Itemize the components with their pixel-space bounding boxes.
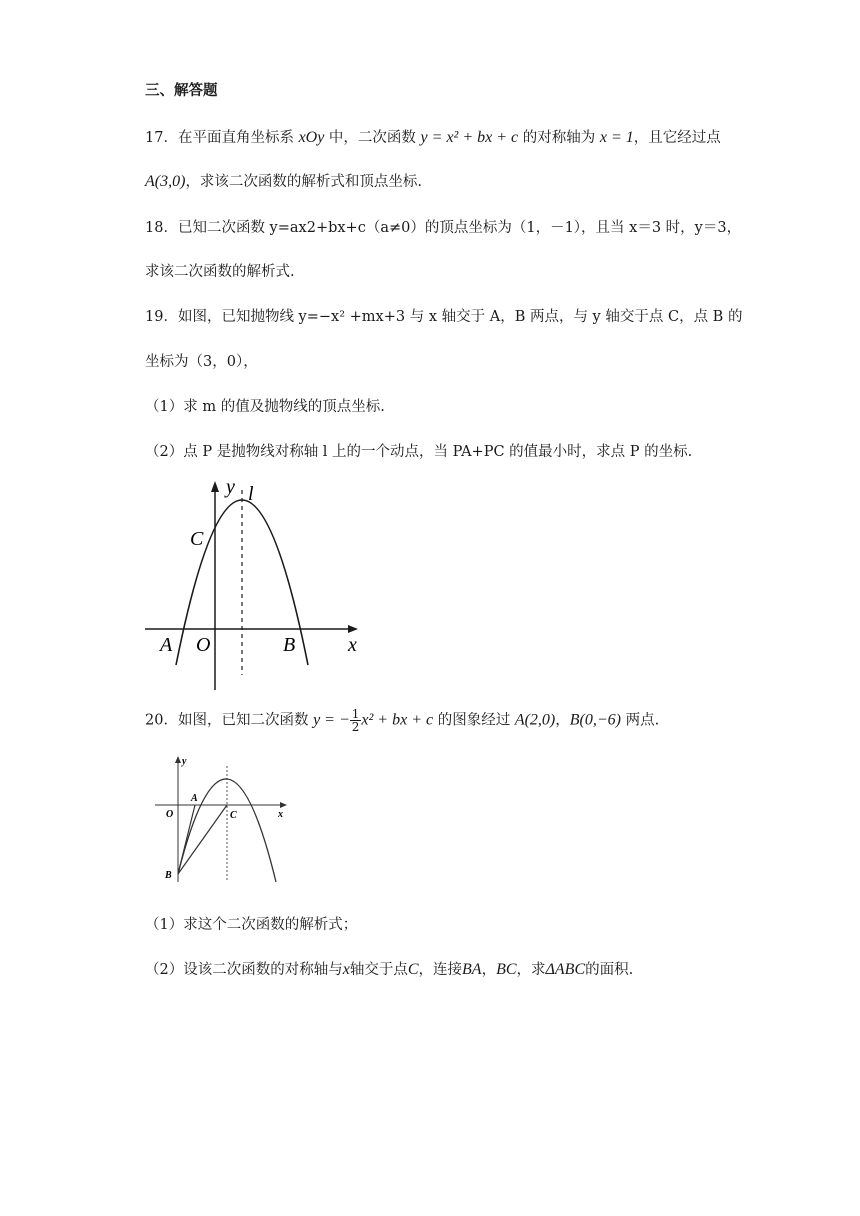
q20-number: 20．: [145, 712, 178, 729]
q20-part1: （1）求这个二次函数的解析式；: [145, 917, 358, 933]
q20-part2-b: 轴交于点: [349, 962, 408, 978]
q20-part2-triangle: ΔABC: [545, 961, 586, 978]
label-o: O: [166, 809, 174, 820]
q20-text-a: 如图，已知二次函数: [177, 712, 314, 729]
label-a: A: [160, 634, 173, 656]
q17-point-a: A(3,0): [145, 173, 186, 190]
q20-part2-c: C: [407, 961, 419, 978]
label-o: O: [196, 634, 211, 656]
q20-point-a: A(2,0): [514, 711, 556, 729]
q17-text-a: 在平面直角坐标系: [177, 130, 299, 146]
q19-part1: （1）求 m 的值及抛物线的顶点坐标.: [145, 399, 385, 415]
q17-function: y = x² + bx + c: [420, 129, 519, 146]
q20-part2-f: 的面积.: [585, 962, 634, 978]
q20-part2-ba: BA: [462, 961, 482, 978]
q19-line2: 坐标为（3，0），: [145, 354, 258, 370]
q17-line1: [145, 126, 721, 147]
q20-part2-x: x: [342, 961, 350, 978]
q17-text-line2: ，求该二次函数的解析式和顶点坐标.: [185, 174, 423, 190]
q20-part2-e: ，求: [516, 962, 546, 978]
label-y: y: [182, 756, 187, 767]
q20-parabola-figure: [155, 752, 295, 887]
q19-text-line1: 如图，已知抛物线 y=−x² +mx+3 与 x 轴交于 A，B 两点，与 y 轴交于点 C，点 B 的: [177, 309, 743, 325]
q17-text-c: 的对称轴为: [518, 130, 600, 146]
y-axis-arrow: [175, 756, 181, 763]
q20-func-post: x² + bx + c: [361, 711, 434, 729]
q18-line1: [145, 216, 741, 237]
label-c: C: [190, 528, 204, 550]
q20-text-b: 的图象经过: [433, 712, 515, 729]
segment-bc: [178, 805, 227, 874]
label-x: x: [348, 634, 357, 656]
q19-number: 19．: [145, 309, 178, 325]
q17-number: 17．: [145, 130, 178, 146]
q17-line2: [145, 170, 422, 191]
label-x: x: [278, 809, 283, 820]
fraction-denominator: 2: [351, 720, 360, 734]
label-l: l: [248, 483, 254, 505]
q20-line1: [145, 708, 659, 733]
q20-part2: [145, 958, 633, 979]
q20-part2-d: ，: [481, 962, 497, 978]
x-axis-arrow: [280, 802, 287, 808]
q20-part2-a: （2）设该二次函数的对称轴与: [145, 962, 343, 978]
q18-number: 18．: [145, 220, 178, 236]
q18-text-line1: 已知二次函数 y=ax2+bx+c（a≠0）的顶点坐标为（1，－1），且当 x＝3 时，y＝3，: [177, 220, 742, 236]
label-b: B: [283, 634, 296, 656]
q17-xoy: xOy: [298, 129, 325, 146]
q20-part2-c-text: ，连接: [418, 962, 463, 978]
q17-text-d: ，且它经过点: [633, 130, 721, 146]
q20-fraction: [350, 708, 362, 733]
label-c: C: [230, 810, 237, 821]
x-axis-arrow: [348, 625, 358, 633]
label-b: B: [165, 870, 172, 881]
q19-part2: （2）点 P 是抛物线对称轴 l 上的一个动点，当 PA+PC 的值最小时，求点 P 的坐标.: [145, 444, 693, 460]
q20-part2-bc: BC: [496, 961, 517, 978]
section-title: 三、解答题: [145, 83, 218, 99]
fraction-numerator: 1: [351, 707, 360, 721]
label-a: A: [191, 793, 198, 804]
q17-axis: x = 1: [599, 129, 634, 146]
q20-func-pre: y = −: [313, 711, 350, 729]
segment-ba: [178, 805, 195, 874]
label-y: y: [226, 476, 235, 498]
q20-point-b: B(0,−6): [569, 711, 621, 729]
q19-parabola-figure: [140, 475, 370, 695]
q20-text-c: 两点.: [621, 712, 660, 729]
q17-text-b: 中，二次函数: [324, 130, 421, 146]
q20-sep: ，: [555, 712, 570, 729]
q18-line2: 求该二次函数的解析式.: [145, 264, 295, 280]
y-axis-arrow: [211, 481, 219, 492]
q19-line1: [145, 305, 742, 326]
